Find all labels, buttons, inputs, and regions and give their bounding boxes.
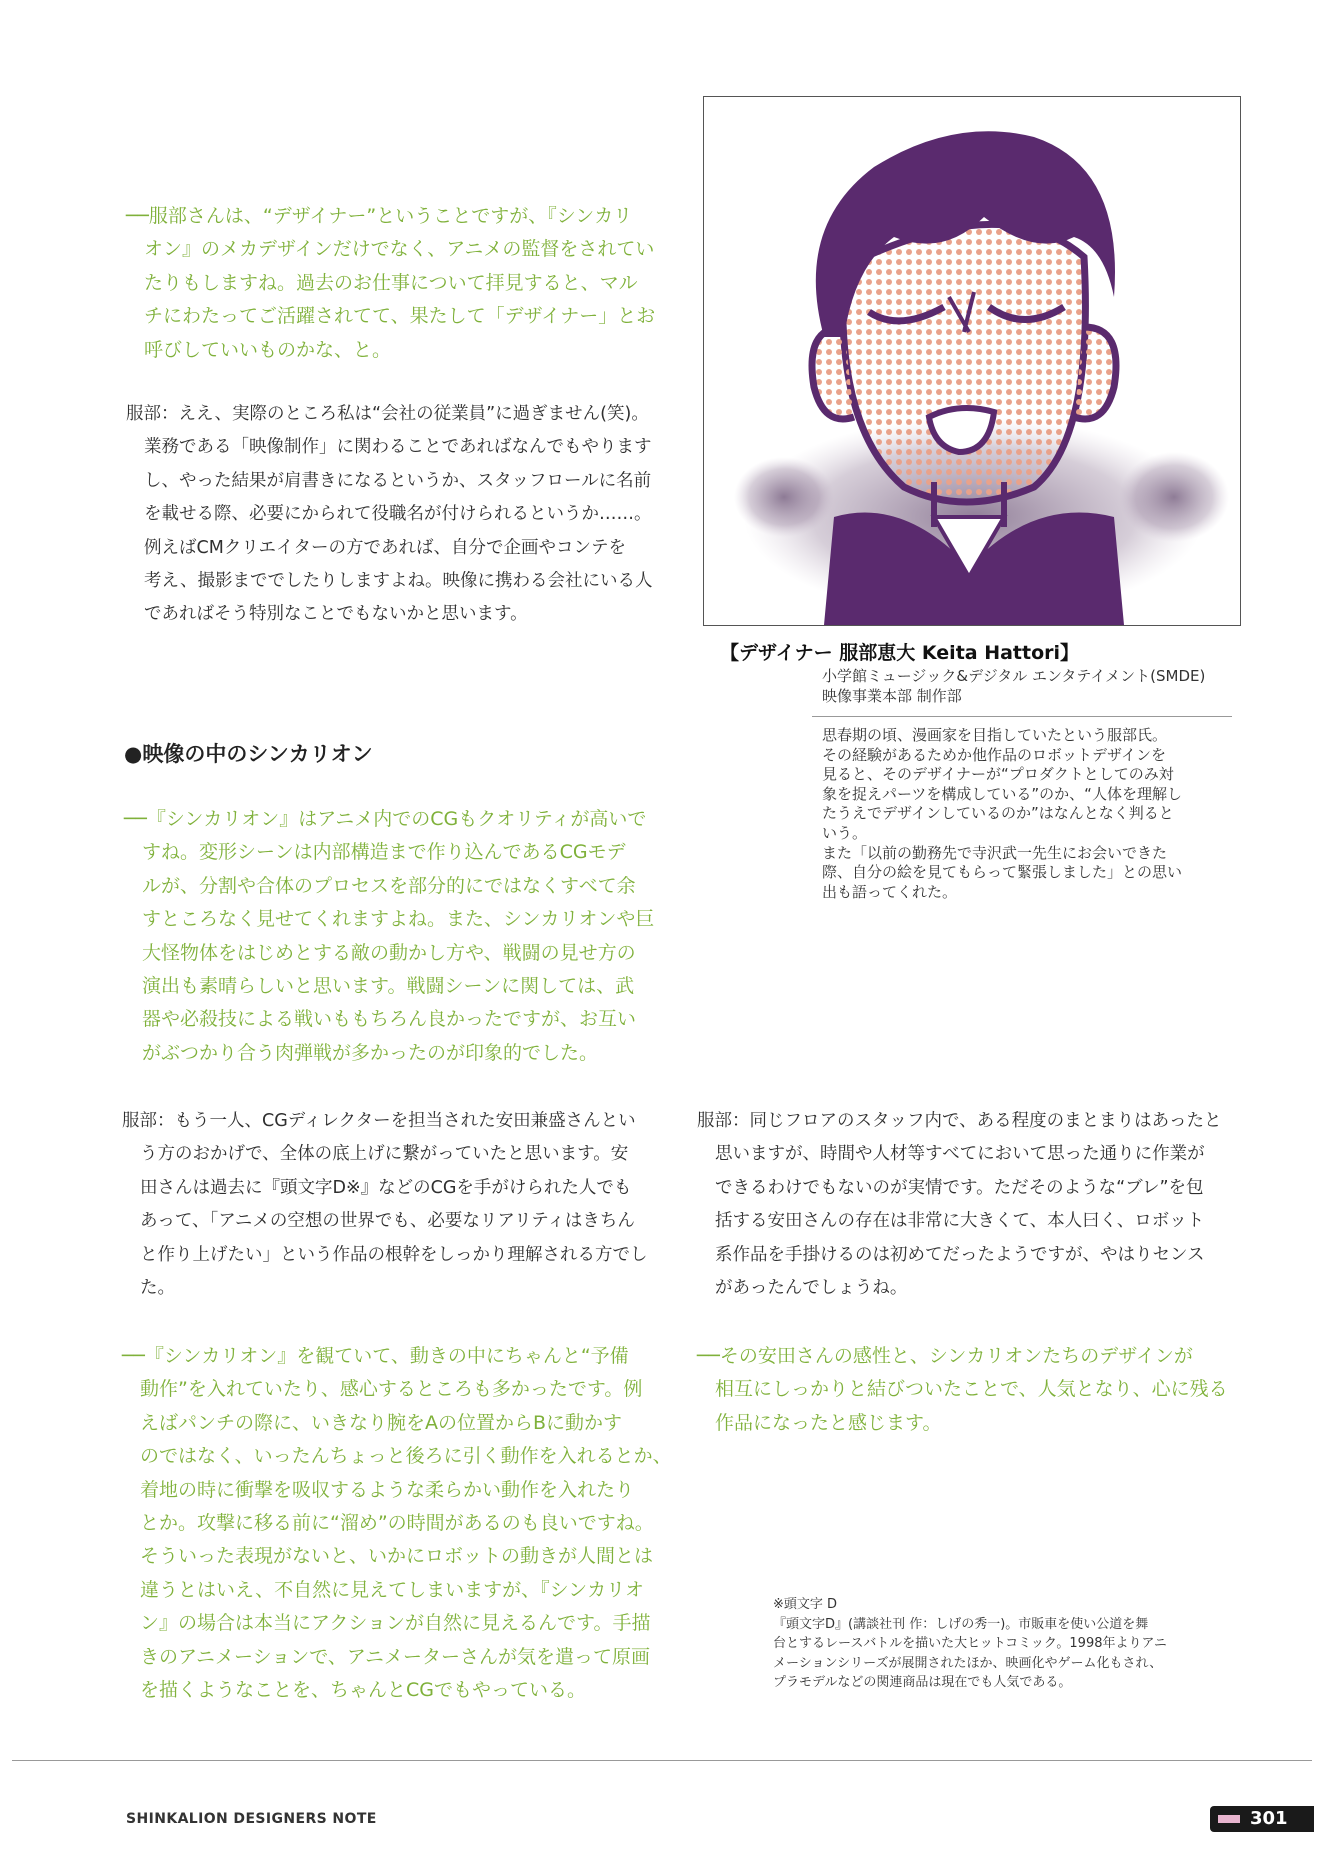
designer-profile [822,726,1182,902]
footnote [773,1595,1167,1693]
text-line: う方のおかげで、全体の底上げに繋がっていたと思います。安 [140,1144,629,1165]
text-line: とか。攻撃に移る前に“溜め”の時間があるのも良いですね。 [140,1512,654,1535]
text-line: 考え、撮影まででしたりしますよね。映像に携わる会社にいる人 [144,571,653,592]
text-line: ルが、分割や合体のプロセスを部分的にではなくすべて余 [142,874,636,897]
text-line: 動作”を入れていたり、感心するところも多かったです。例 [140,1378,643,1401]
caption-divider [812,716,1232,717]
page-tab-accent [1218,1815,1240,1823]
answer-1 [126,398,653,632]
text-line: 器や必殺技による戦いももちろん良かったですが、お互い [142,1008,637,1031]
question-1 [126,200,655,367]
text-line: あって、「アニメの空想の世界でも、必要なリアリティはきちん [140,1211,635,1232]
text-line: を載せる際、必要にかられて役職名が付けられるというか……。 [144,504,652,525]
text-line: 呼びしていいものかな、と。 [144,338,392,361]
text-line: オン』のメカデザインだけでなく、アニメの監督をされてい [144,238,655,261]
text-line: 『頭文字D』(講談社刊 作：しげの秀一)。市販車を使い公道を舞 [773,1616,1149,1632]
text-line: チにわたってご活躍されてて、果たして「デザイナー」とお [144,305,656,328]
text-line: た。 [140,1278,175,1299]
text-line: 際、自分の絵を見てもらって緊張しました」との思い [822,863,1183,882]
text-line: きのアニメーションで、アニメーターさんが気を遣って原画 [140,1645,650,1668]
text-line: たりもしますね。過去のお仕事について拝見すると、マル [144,271,638,294]
text-line: 違うとはいえ、不自然に見えてしまいますが、『シンカリオ [140,1578,644,1601]
question-3 [122,1340,672,1707]
text-line: 例えばCMクリエイターの方であれば、自分で企画やコンテを [144,537,626,558]
text-line: がぶつかり合う肉弾戦が多かったのが印象的でした。 [142,1041,599,1064]
answer-2 [122,1105,648,1305]
text-line: 思いますが、時間や人材等すべてにおいて思った通りに作業が [715,1144,1205,1165]
footer-rule [12,1760,1312,1761]
designer-portrait [703,96,1241,626]
text-line: と作り上げたい」という作品の根幹をしっかり理解される方でし [140,1244,648,1265]
text-line: し、やった結果が肩書きになるというか、スタッフロールに名前 [144,470,652,491]
text-line: ──その安田さんの感性と、シンカリオンたちのデザインが [697,1345,1193,1367]
affiliation-line: 映像事業本部 制作部 [822,687,962,705]
text-line: その経験があるためか他作品のロボットデザインを [822,745,1166,764]
text-line: 演出も素晴らしいと思います。戦闘シーンに関しては、武 [142,975,635,998]
text-line: を描くようなことを、ちゃんとCGでもやっている。 [140,1679,586,1702]
text-line: 服部：もう一人、CGディレクターを担当された安田兼盛さんとい [122,1111,636,1131]
answer-3 [697,1105,1221,1305]
text-line: すね。変形シーンは内部構造まで作り込んであるCGモデ [142,841,626,864]
text-line: また「以前の勤務先で寺沢武一先生にお会いできた [822,843,1168,862]
text-line: 服部：ええ、実際のところ私は“会社の従業員”に過ぎません(笑)。 [126,404,649,424]
page-number-tab [1210,1806,1314,1832]
text-line: 相互にしっかりと結びついたことで、人気となり、心に残る [715,1378,1228,1401]
question-2 [124,803,654,1070]
text-line: があったんでしょうね。 [715,1278,908,1299]
text-line: 系作品を手掛けるのは初めてだったようですが、やはりセンス [715,1244,1205,1265]
text-line: ──『シンカリオン』を観ていて、動きの中にちゃんと“予備 [122,1345,629,1367]
affiliation-line: 小学館ミュージック&デジタル エンタテイメント(SMDE) [822,667,1206,685]
text-line: たうえでデザインしているのか”はなんとなく判ると [822,804,1174,823]
text-line: えばパンチの際に、いきなり腕をAの位置からBに動かす [140,1411,623,1434]
designer-affiliation [822,666,1205,706]
section-heading: ●映像の中のシンカリオン [124,742,373,766]
text-line: できるわけでもないのが実情です。ただそのような“ブレ”を包 [715,1177,1204,1198]
footnote-title: ※頭文字 D [773,1597,838,1612]
text-line: 大怪物体をはじめとする敵の動かし方や、戦闘の見せ方の [142,941,636,964]
text-line: 着地の時に衝撃を吸収するような柔らかい動作を入れたり [140,1478,635,1501]
text-line: ──『シンカリオン』はアニメ内でのCGもクオリティが高いで [124,808,647,830]
portrait-illustration [704,97,1240,625]
text-line: 思春期の頃、漫画家を目指していたという服部氏。 [822,726,1168,744]
text-line: 出も語ってくれた。 [822,882,958,901]
book-title: SHINKALION DESIGNERS NOTE [126,1811,377,1827]
text-line: プラモデルなどの関連商品は現在でも人気である。 [773,1675,1072,1690]
text-line: 見ると、そのデザイナーが“プロダクトとしてのみ対 [822,765,1174,784]
text-line: 作品になったと感じます。 [715,1411,942,1434]
text-line: メーションシリーズが展開されたほか、映画化やゲーム化もされ、 [773,1655,1163,1671]
text-line: 括する安田さんの存在は非常に大きくて、本人曰く、ロボット [715,1211,1205,1232]
text-line: そういった表現がないと、いかにロボットの動きが人間とは [140,1545,654,1568]
page-number: 301 [1250,1808,1288,1829]
text-line: すところなく見せてくれますよね。また、シンカリオンや巨 [142,908,655,931]
text-line: ──服部さんは、“デザイナー”ということですが、『シンカリ [126,205,633,227]
text-line: いう。 [822,823,868,842]
text-line: 台とするレースバトルを描いた大ヒットコミック。1998年よりアニ [773,1636,1167,1651]
text-line: 服部：同じフロアのスタッフ内で、ある程度のまとまりはあったと [697,1111,1222,1131]
text-line: であればそう特別なことでもないかと思います。 [144,604,528,625]
text-line: 業務である「映像制作」に関わることであればなんでもやります [144,437,652,458]
text-line: 田さんは過去に『頭文字D※』などのCGを手がけられた人でも [140,1177,632,1198]
designer-name: 【デザイナー 服部恵大 Keita Hattori】 [720,642,1080,664]
text-line: 象を捉えパーツを構成している”のか、“人体を理解し [822,784,1182,803]
question-4 [697,1340,1228,1440]
text-line: ン』の場合は本当にアクションが自然に見えるんです。手描 [140,1612,651,1635]
text-line: のではなく、いったんちょっと後ろに引く動作を入れるとか、 [140,1445,672,1468]
